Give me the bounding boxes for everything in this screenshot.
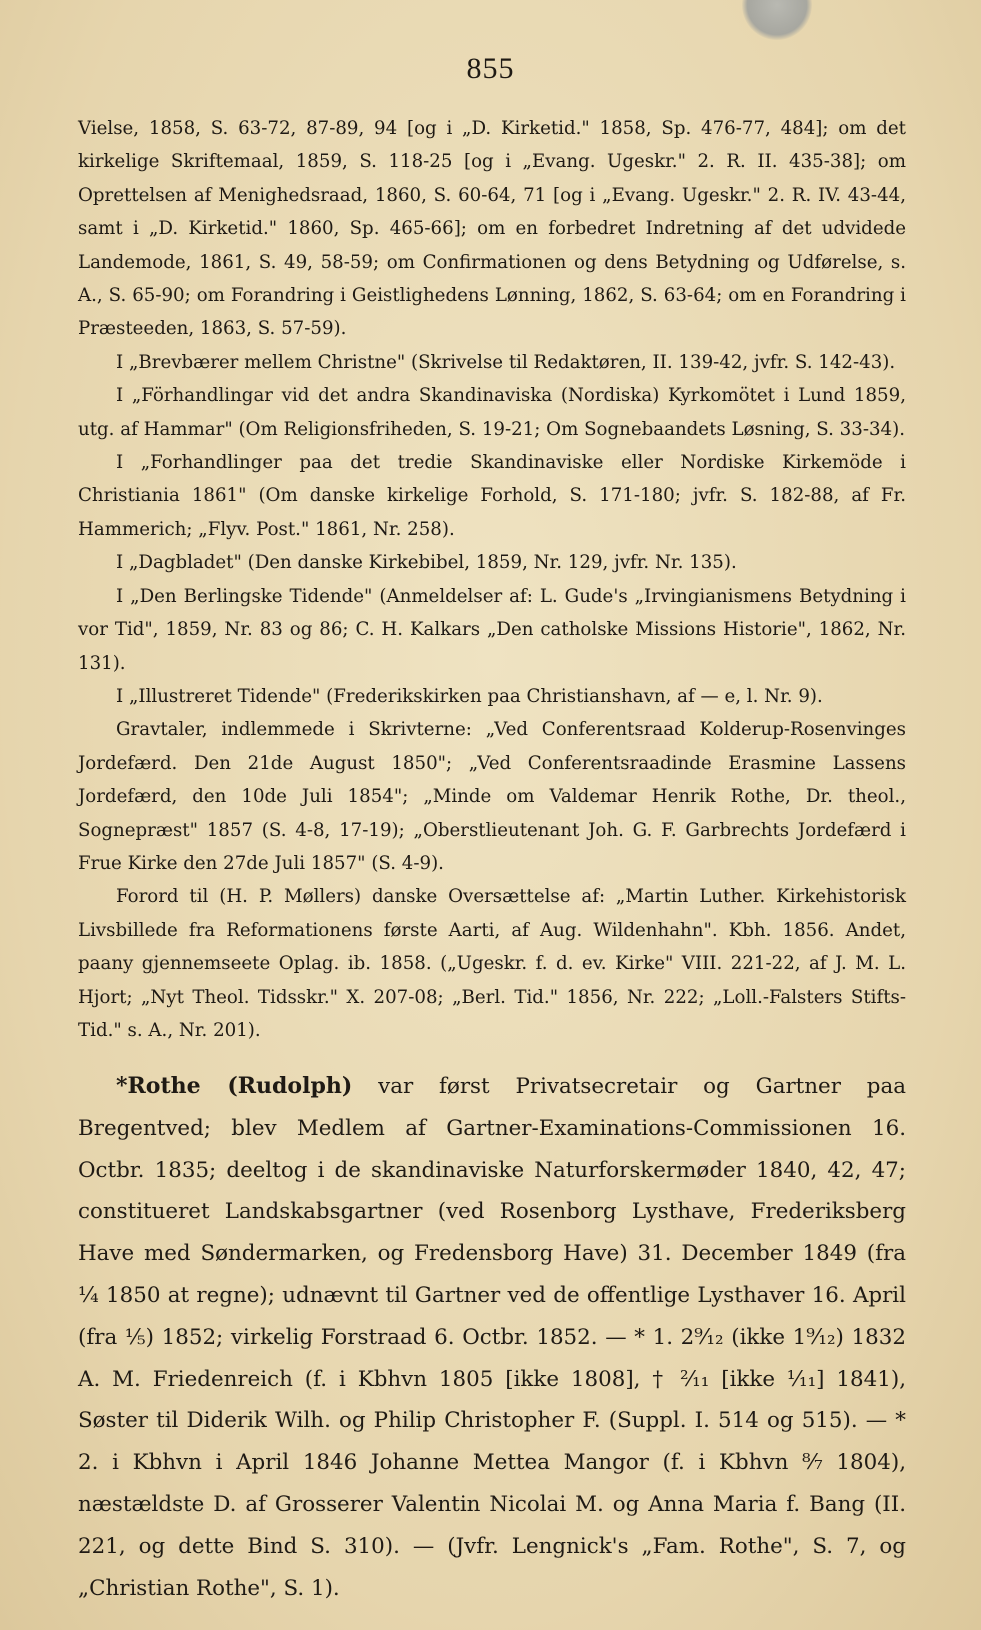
paragraph: I „Förhandlingar vid det andra Skandinaviska (Nordiska) Kyrkomötet i Lund 1859, utg. af Hammar" (Om Religionsfriheden, S. 19-21; Om Sognebaandets Løsning, S. 33-34). bbox=[78, 385, 906, 440]
paragraph: Vielse, 1858, S. 63-72, 87-89, 94 [og i „D. Kirketid." 1858, Sp. 476-77, 484]; om det kirkelige Skriftemaal, 1859, S. 118-25 [og i „Evang. Ugeskr." 2. R. II. 435-38]; om Oprettelsen af Menighedsraad, 1860, S. 60-64, 71 [og i „Evang. Ugeskr." 2. R. IV. 43-44, samt i „D. Kirketid." 1860, Sp. 465-66]; om en forbedret Indretning af det udvidede Landemode, 1861, S. 49, 58-59; om Confirmationen og dens Betydning og Udførelse, s. A., S. 65-90; om Forandring i Geistlighedens Lønning, 1862, S. 63-64; om en Forandring i Præsteeden, 1863, S. 57-59). bbox=[78, 118, 906, 340]
paragraph: I „Illustreret Tidende" (Frederikskirken paa Christianshavn, af — e, l. Nr. 9). bbox=[116, 685, 823, 707]
paragraph: I „Forhandlinger paa det tredie Skandinaviske eller Nordiske Kirkemöde i Christiania 1861" (Om danske kirkelige Forhold, S. 171-180; jvfr. S. 182-88, af Fr. Hammerich; „Flyv. Post." 1861, Nr. 258). bbox=[78, 452, 906, 540]
paragraph: I „Brevbærer mellem Christne" (Skrivelse til Redaktøren, II. 139-42, jvfr. S. 142-43). bbox=[116, 351, 896, 373]
continued-bibliography bbox=[78, 112, 906, 1047]
page-number: 855 bbox=[466, 52, 515, 85]
entry-heading: *Rothe (Rudolph) bbox=[116, 1073, 353, 1099]
scan-corner-mark bbox=[742, 0, 812, 40]
entry-text: var først Privatsecretair og Gartner paa Bregentved; blev Medlem af Gartner-Examinations-Commissionen 16. Octbr. 1835; deeltog i de skandinaviske Naturforskermøder 1840, 42, 47; constitueret Landskabsgartner (ved Rosenborg Lysthave, Frederiksberg Have med Søndermarken, og Fredensborg Have) 31. December 1849 (fra ¼ 1850 at regne); udnævnt til Gartner ved de offentlige Lysthaver 16. April (fra ⅕) 1852; virkelig Forstraad 6. Octbr. 1852. — * 1. 2⁹⁄₁₂ (ikke 1⁹⁄₁₂) 1832 A. M. Friedenreich (f. i Kbhvn 1805 [ikke 1808], † ²⁄₁₁ [ikke ¹⁄₁₁] 1841), Søster til Diderik Wilh. og Philip Christopher F. (Suppl. I. 514 og 515). — * 2. i Kbhvn i April 1846 Johanne Mettea Mangor (f. i Kbhvn ⁸⁄₇ 1804), næstældste D. af Grosserer Valentin Nicolai M. og Anna Maria f. Bang (II. 221, og dette Bind S. 310). — (Jvfr. Lengnick's „Fam. Rothe", S. 7, og „Christian Rothe", S. 1). bbox=[78, 1074, 906, 1601]
rothe-entry bbox=[78, 1066, 906, 1609]
paragraph: I „Den Berlingske Tidende" (Anmeldelser af: L. Gude's „Irvingianismens Betydning i vor Tid", 1859, Nr. 83 og 86; C. H. Kalkars „Den catholske Missions Historie", 1862, Nr. 131). bbox=[78, 585, 906, 674]
paragraph: Forord til (H. P. Møllers) danske Oversættelse af: „Martin Luther. Kirkehistorisk Livsbillede fra Reformationens første Aarti, af Aug. Wildenhahn". Kbh. 1856. Andet, paany gjennemseete Oplag. ib. 1858. („Ugeskr. f. d. ev. Kirke" VIII. 221-22, af J. M. L. Hjort; „Nyt Theol. Tidsskr." X. 207-08; „Berl. Tid." 1856, Nr. 222; „Loll.-Falsters Stifts-Tid." s. A., Nr. 201). bbox=[78, 886, 906, 1041]
paragraph: Gravtaler, indlemmede i Skrivterne: „Ved Conferentsraad Kolderup-Rosenvinges Jordefærd. Den 21de August 1850"; „Ved Conferentsraadinde Erasmine Lassens Jordefærd, den 10de Juli 1854"; „Minde om Valdemar Henrik Rothe, Dr. theol., Sognepræst" 1857 (S. 4-8, 17-19); „Oberstlieutenant Joh. G. F. Garbrechts Jordefærd i Frue Kirke den 27de Juli 1857" (S. 4-9). bbox=[78, 719, 906, 874]
paragraph: I „Dagbladet" (Den danske Kirkebibel, 1859, Nr. 129, jvfr. Nr. 135). bbox=[116, 552, 737, 574]
